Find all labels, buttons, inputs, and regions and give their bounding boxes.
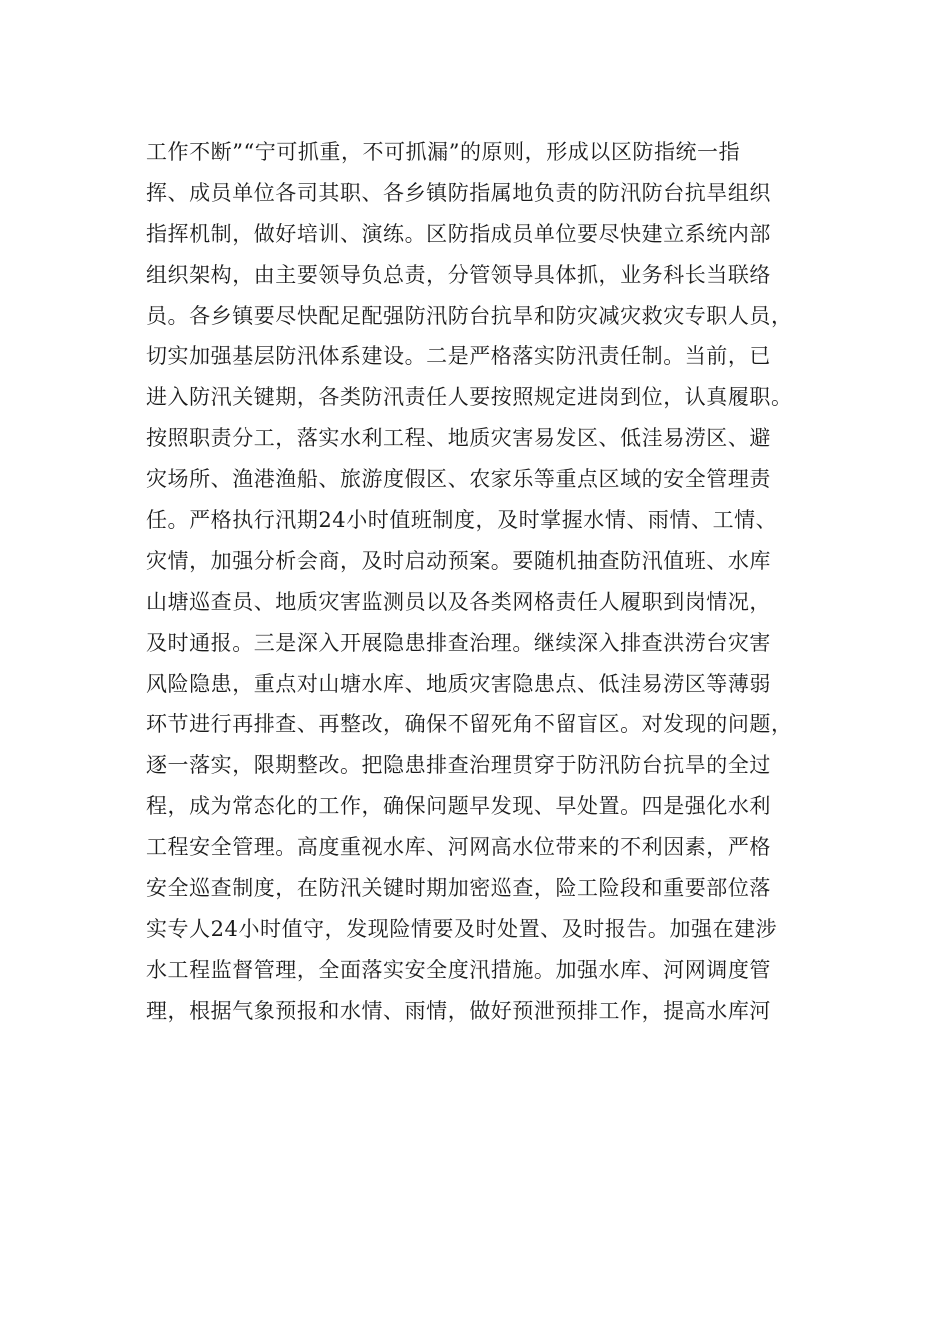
text-line: 组织架构，由主要领导负总责，分管领导具体抓，业务科长当联络 — [146, 262, 771, 287]
text-line: 任。严格执行汛期24小时值班制度，及时掌握水情、雨情、工情、 — [146, 508, 778, 533]
text-line: 环节进行再排查、再整改，确保不留死角不留盲区。对发现的问题， — [146, 712, 793, 737]
text-line: 灾场所、渔港渔船、旅游度假区、农家乐等重点区域的安全管理责 — [146, 467, 771, 492]
text-line: 逐一落实，限期整改。把隐患排查治理贯穿于防汛防台抗旱的全过 — [146, 753, 771, 778]
text-line: 山塘巡查员、地质灾害监测员以及各类网格责任人履职到岗情况， — [146, 589, 771, 614]
text-line: 实专人24小时值守，发现险情要及时处置、及时报告。加强在建涉 — [146, 916, 778, 941]
text-line: 灾情，加强分析会商，及时启动预案。要随机抽查防汛值班、水库 — [146, 548, 771, 573]
text-line: 工程安全管理。高度重视水库、河网高水位带来的不利因素，严格 — [146, 835, 771, 860]
text-line: 挥、成员单位各司其职、各乡镇防指属地负责的防汛防台抗旱组织 — [146, 180, 771, 205]
text-line: 水工程监督管理，全面落实安全度汛措施。加强水库、河网调度管 — [146, 957, 771, 982]
text-line: 工作不断”“宁可抓重，不可抓漏”的原则，形成以区防指统一指 — [146, 140, 741, 164]
text-line: 理，根据气象预报和水情、雨情，做好预泄预排工作，提高水库河 — [146, 998, 771, 1023]
text-line: 员。各乡镇要尽快配足配强防汛防台抗旱和防灾减灾救灾专职人员， — [146, 303, 793, 328]
text-line: 切实加强基层防汛体系建设。二是严格落实防汛责任制。当前，已 — [146, 344, 771, 369]
text-line: 安全巡查制度，在防汛关键时期加密巡查，险工险段和重要部位落 — [146, 876, 771, 901]
text-line: 指挥机制，做好培训、演练。区防指成员单位要尽快建立系统内部 — [146, 221, 771, 246]
text-line: 及时通报。三是深入开展隐患排查治理。继续深入排查洪涝台灾害 — [146, 630, 771, 655]
text-line: 进入防汛关键期，各类防汛责任人要按照规定进岗到位，认真履职。 — [146, 385, 793, 410]
text-line: 按照职责分工，落实水利工程、地质灾害易发区、低洼易涝区、避 — [146, 426, 771, 451]
text-line: 风险隐患，重点对山塘水库、地质灾害隐患点、低洼易涝区等薄弱 — [146, 671, 771, 696]
text-line: 程，成为常态化的工作，确保问题早发现、早处置。四是强化水利 — [146, 794, 771, 819]
body-paragraph — [146, 132, 806, 1032]
